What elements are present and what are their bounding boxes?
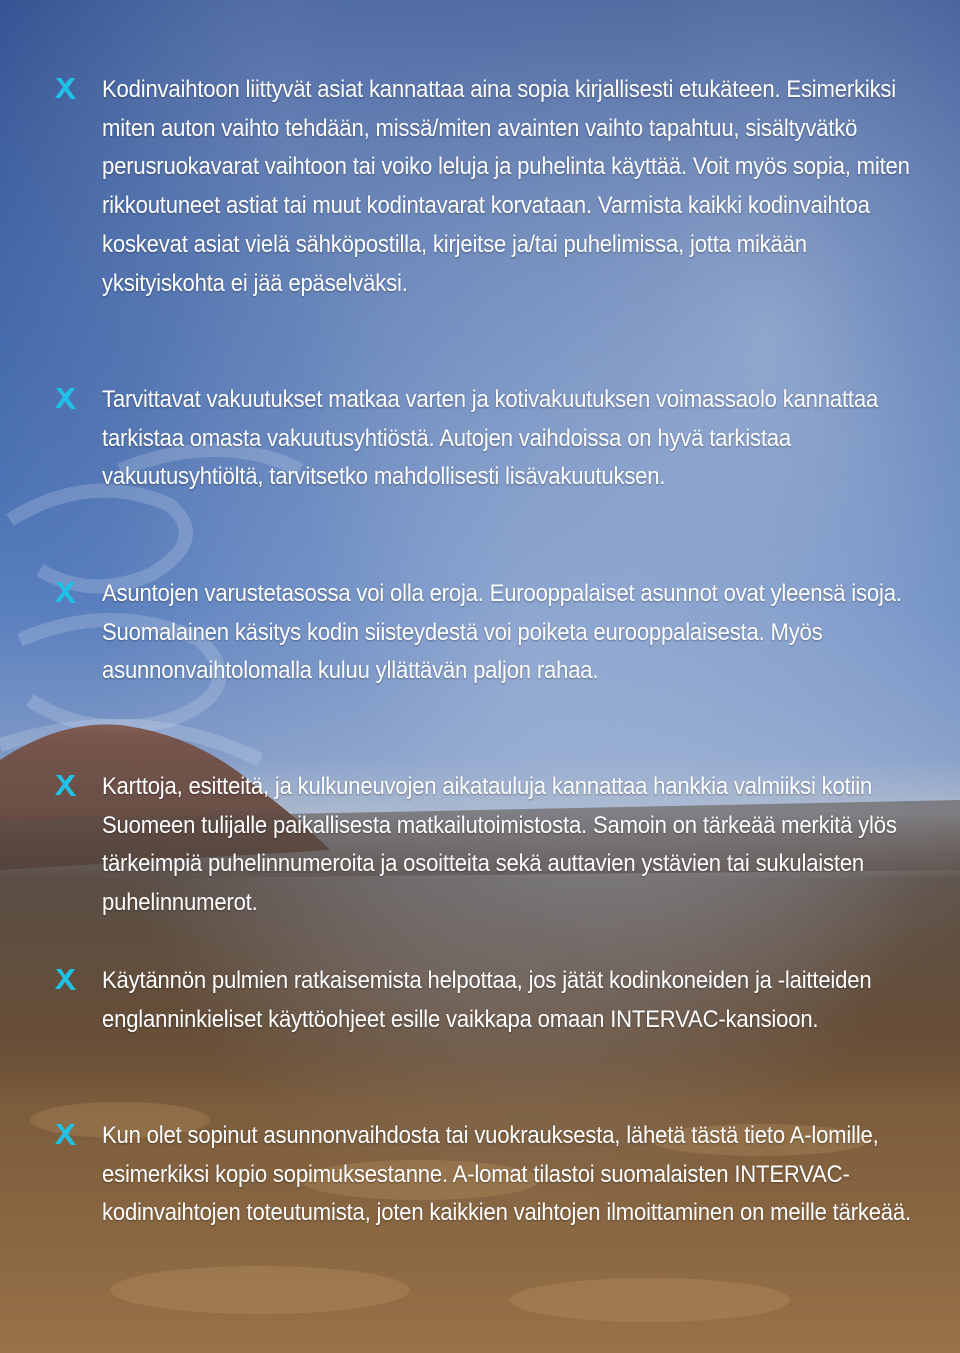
list-item-text: Käytännön pulmien ratkaisemista helpottaa, jos jätät kodinkoneiden ja -laitteiden englanninkieliset käyttöohjeet esille vaikkapa omaan INTERVAC-kansioon.: [102, 967, 872, 1033]
x-mark-icon: [52, 579, 78, 605]
list-item-text: Asuntojen varustetasossa voi olla eroja. Eurooppalaiset asunnot ovat yleensä isoja. Suomalainen käsitys kodin siisteydestä voi poiketa eurooppalaisesta. Myös asunnonvaihtolomalla kuluu yllättävän paljon rahaa.: [102, 580, 902, 685]
x-mark-icon: [52, 385, 78, 411]
x-mark-icon: [52, 966, 78, 992]
x-mark-icon: [52, 1121, 78, 1147]
x-mark-icon: [52, 75, 78, 101]
list-item-text: Kodinvaihtoon liittyvät asiat kannattaa aina sopia kirjallisesti etukäteen. Esimerkiksi miten auton vaihto tehdään, missä/miten avainten vaihto tapahtuu, sisältyvätkö perusruokavarat vaihtoon tai voiko leluja ja puhelinta käyttää. Voit myös sopia, miten rikkoutuneet astiat tai muut kodintavarat korvataan. Varmista kaikki kodinvaihtoa koskevat asiat vielä sähköpostilla, kirjeitse ja/tai puhelimissa, jotta mikään yksityiskohta ei jää epäselväksi.: [102, 76, 910, 297]
x-mark-icon: [52, 772, 78, 798]
list-item-text: Tarvittavat vakuutukset matkaa varten ja kotivakuutuksen voimassaolo kannattaa tarkistaa omasta vakuutusyhtiöstä. Autojen vaihdoissa on hyvä tarkistaa vakuutusyhtiöltä, tarvitsetko mahdollisesti lisävakuutuksen.: [102, 386, 879, 491]
list-item-text: Karttoja, esitteitä, ja kulkuneuvojen aikatauluja kannattaa hankkia valmiiksi kotiin Suomeen tulijalle paikallisesta matkailutoimistosta. Samoin on tärkeää merkitä ylös tärkeimpiä puhelinnumeroita ja osoitteita sekä auttavien ystävien tai sukulaisten puhelinnumerot.: [102, 773, 897, 917]
list-item-text: Kun olet sopinut asunnonvaihdosta tai vuokrauksesta, lähetä tästä tieto A-lomille, esimerkiksi kopio sopimuksestanne. A-lomat tilastoi suomalaisten INTERVAC-kodinvaihtojen toteutumista, joten kaikkien vaihtojen ilmoittaminen on meille tärkeää.: [102, 1122, 911, 1227]
